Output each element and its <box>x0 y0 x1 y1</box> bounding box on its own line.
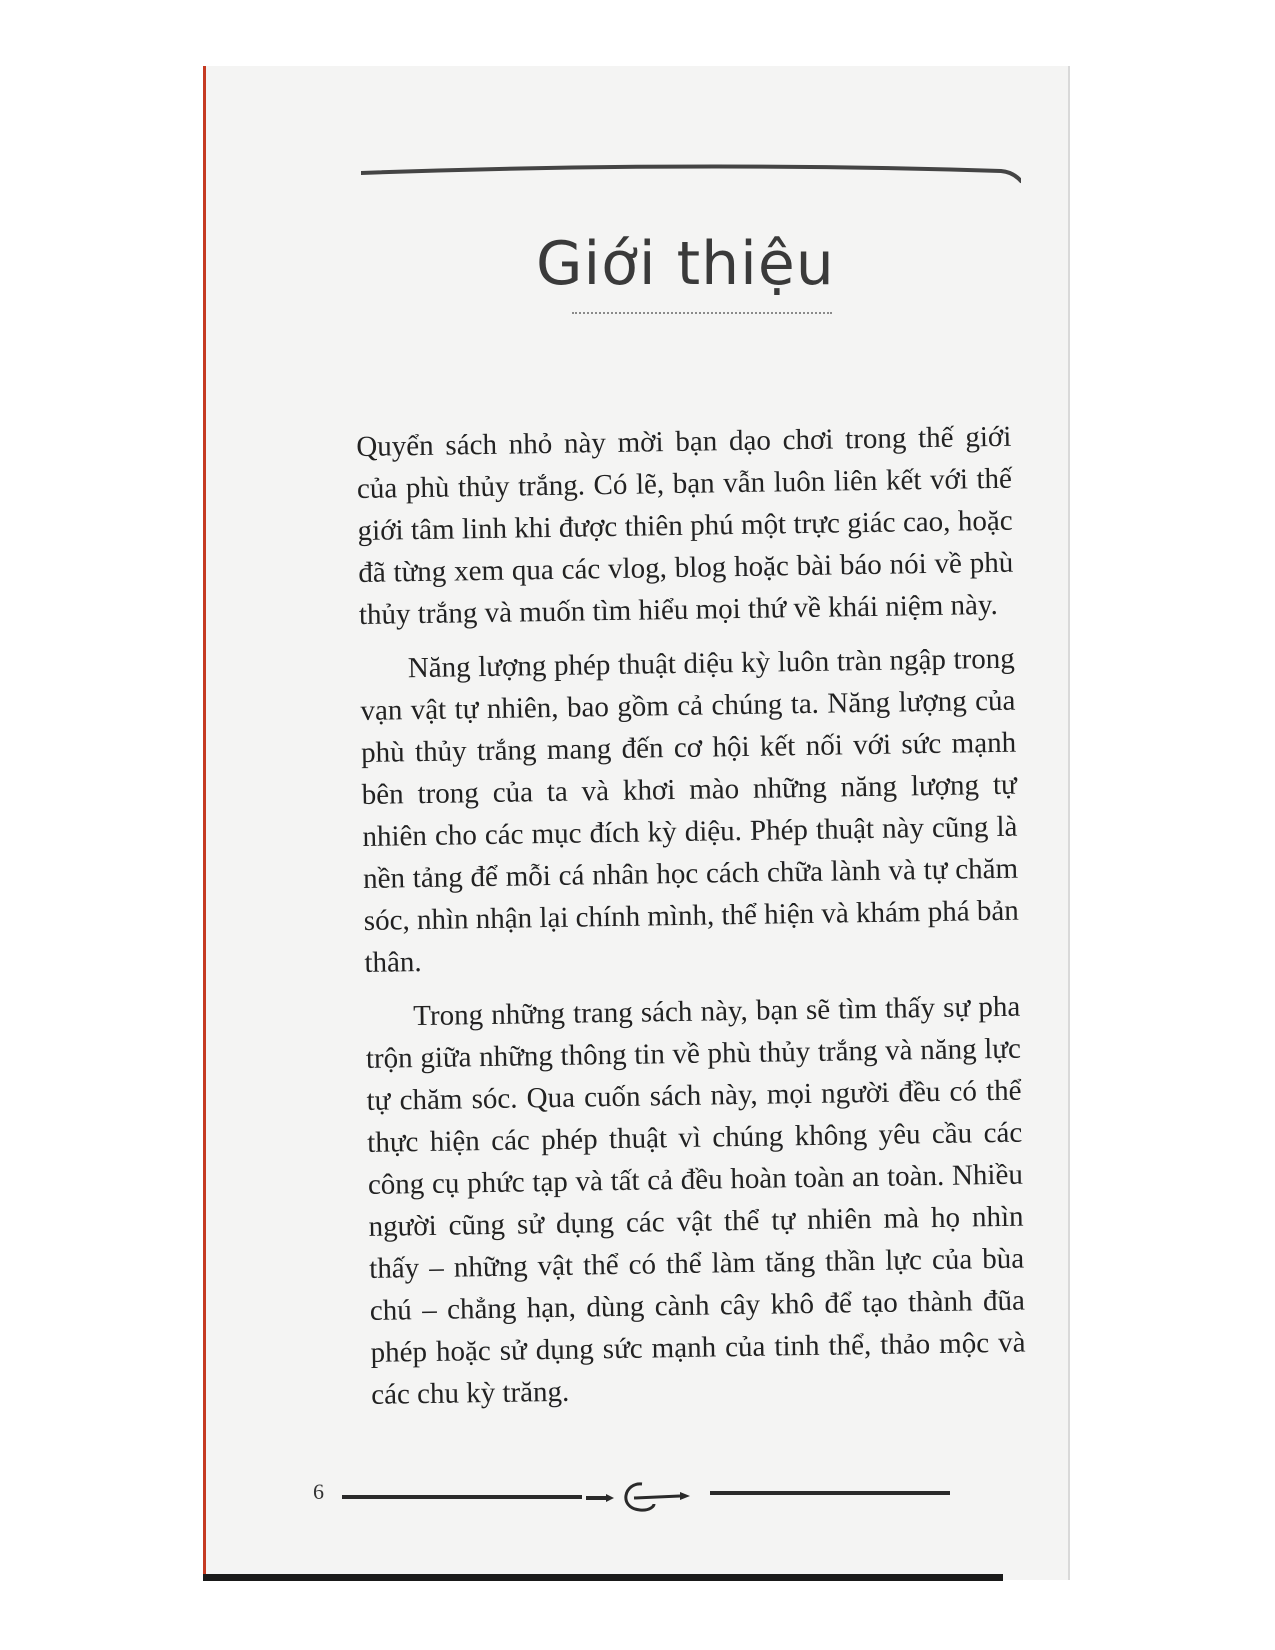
paragraph-2: Năng lượng phép thuật diệu kỳ luôn tràn ngập trong vạn vật tự nhiên, bao gồm cả chúng ta. Năng lượng của phù thủy trắng mang đến cơ hội kết nối với sức mạnh bên trong của ta và khơi mào những năng lượng tự nhiên cho các mục đích kỳ diệu. Phép thuật này cũng là nền tảng để mỗi cá nhân học cách chữa lành và tự chăm sóc, nhìn nhận lại chính mình, thể hiện và khám phá bản thân. <box>360 642 1019 979</box>
footer-rule-left <box>342 1495 582 1499</box>
book-page <box>203 66 1070 1580</box>
page-footer <box>306 1476 1006 1516</box>
page-number: 6 <box>313 1479 324 1504</box>
arrow-swirl-ornament-icon <box>584 1478 694 1514</box>
paragraph-3: Trong những trang sách này, bạn sẽ tìm thấy sự pha trộn giữa những thông tin về phù thủy trắng và năng lực tự chăm sóc. Qua cuốn sách này, mọi người đều có thể thực hiện các phép thuật vì chúng không yêu cầu các công cụ phức tạp và tất cả đều hoàn toàn an toàn. Nhiều người cũng sử dụng các vật thể tự nhiên mà họ nhìn thấy – những vật thể có thể làm tăng thần lực của bùa chú – chẳng hạn, dùng cành cây khô để tạo thành đũa phép hoặc sử dụng sức mạnh của tinh thể, thảo mộc và các chu kỳ trăng. <box>365 990 1026 1411</box>
page-bottom-edge <box>203 1574 1003 1581</box>
paragraph-1: Quyển sách nhỏ này mời bạn dạo chơi trong thế giới của phù thủy trắng. Có lẽ, bạn vẫn luôn liên kết với thế giới tâm linh khi được thiên phú một trực giác cao, hoặc đã từng xem qua các vlog, blog hoặc bài báo nói về phù thủy trắng và muốn tìm hiểu mọi thứ về khái niệm này. <box>356 420 1014 631</box>
chapter-title: Giới thiệu <box>536 229 835 299</box>
body-text <box>356 416 1027 1428</box>
top-decorative-rule <box>361 159 1021 185</box>
footer-rule-right <box>710 1491 950 1495</box>
title-underline <box>572 312 832 314</box>
